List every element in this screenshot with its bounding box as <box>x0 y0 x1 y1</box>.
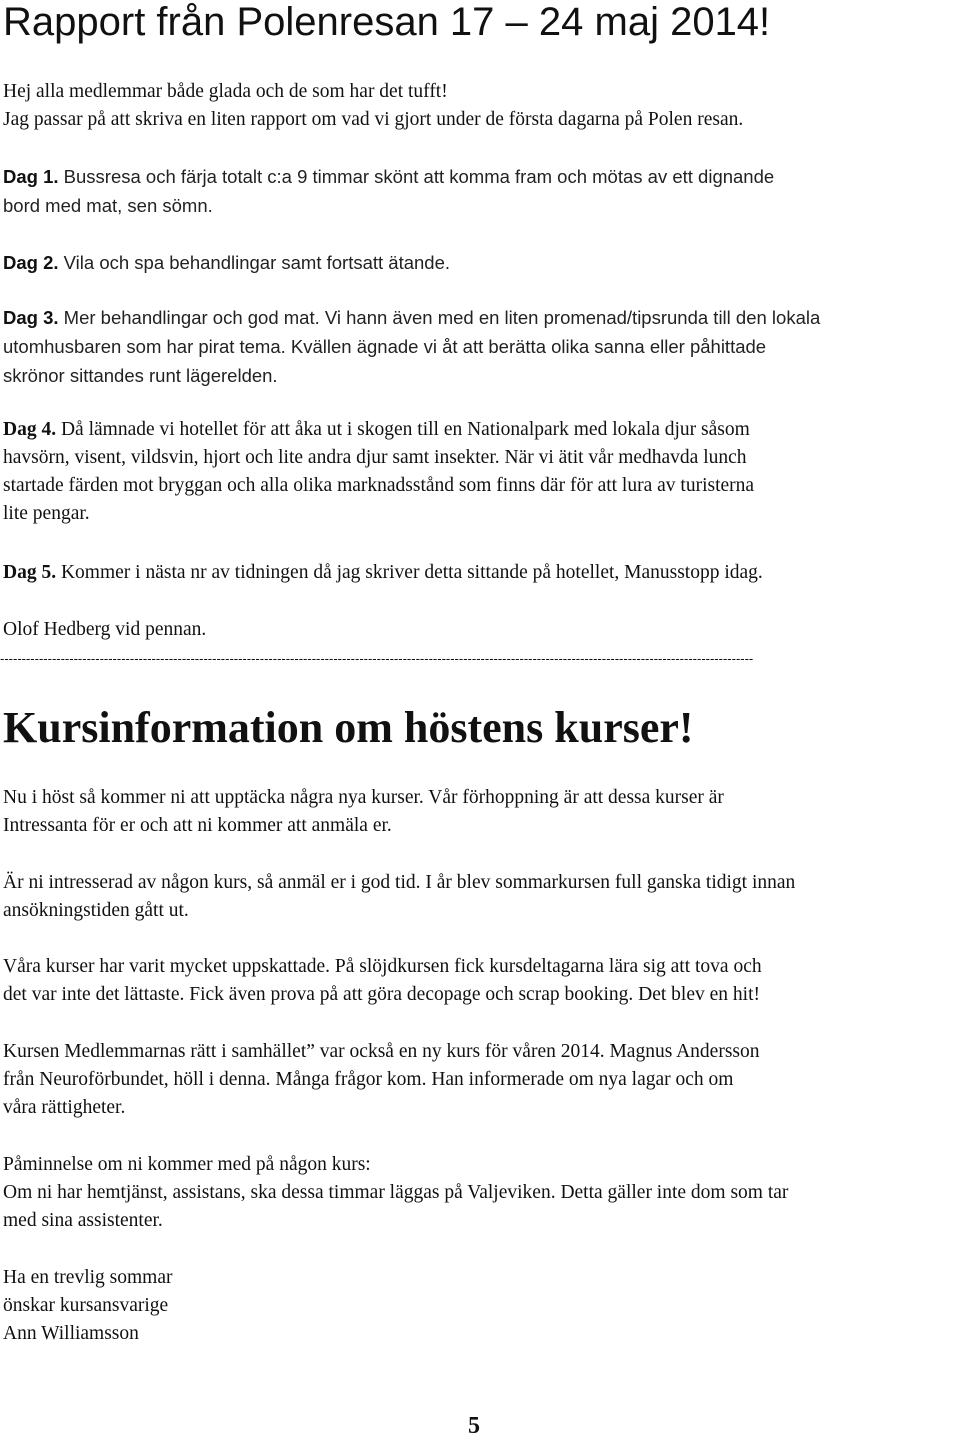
day-label: Dag 4. <box>3 419 57 440</box>
course-line: det var inte det lättaste. Fick även prova på att göra decopage och scrap booking. Det blev en hit! <box>3 984 760 1005</box>
day-text: Vila och spa behandlingar samt fortsatt ätande. <box>58 252 451 273</box>
course-line: från Neuroförbundet, höll i denna. Många frågor kom. Han informerade om nya lagar och om <box>3 1069 734 1090</box>
day-text: Mer behandlingar och god mat. Vi hann även med en liten promenad/tipsrunda till den lokala <box>58 307 821 328</box>
intro-line: Jag passar på att skriva en liten rapport om vad vi gjort under de första dagarna på Polen resan. <box>3 109 744 130</box>
closing-signature: Ann Williamsson <box>3 1323 139 1344</box>
course-line: Kursen Medlemmarnas rätt i samhället” var också en ny kurs för våren 2014. Magnus Andersson <box>3 1041 760 1062</box>
closing-line: önskar kursansvarige <box>3 1295 169 1316</box>
page-title: Rapport från Polenresan 17 – 24 maj 2014! <box>3 0 771 44</box>
intro-line: Hej alla medlemmar både glada och de som har det tufft! <box>3 81 448 102</box>
course-reminder <box>3 1151 959 1235</box>
day-text: lite pengar. <box>3 503 90 524</box>
closing-line: Ha en trevlig sommar <box>3 1267 173 1288</box>
day-label: Dag 1. <box>3 166 59 187</box>
course-paragraph-2 <box>3 869 959 925</box>
course-line: Våra kurser har varit mycket uppskattade. På slöjdkursen fick kursdeltagarna lära sig att tova och <box>3 956 762 977</box>
day-label: Dag 2. <box>3 252 59 273</box>
course-closing <box>3 1264 959 1348</box>
day-text: bord med mat, sen sömn. <box>3 195 213 216</box>
page-number: 5 <box>468 1413 480 1439</box>
report-signature: Olof Hedberg vid pennan. <box>3 619 207 640</box>
course-paragraph-1 <box>3 784 959 840</box>
day-2-paragraph <box>3 248 959 277</box>
day-text: Bussresa och färja totalt c:a 9 timmar skönt att komma fram och mötas av ett dignande <box>58 166 775 187</box>
course-paragraph-4 <box>3 1038 959 1122</box>
course-heading: Kursinformation om höstens kurser! <box>3 703 694 752</box>
day-text: skrönor sittandes runt lägerelden. <box>3 365 278 386</box>
course-line: Påminnelse om ni kommer med på någon kurs: <box>3 1154 371 1175</box>
course-line: med sina assistenter. <box>3 1210 163 1231</box>
day-text: startade färden mot bryggan och alla olika marknadsstånd som finns där för att lura av turisterna <box>3 475 755 496</box>
day-text: Kommer i nästa nr av tidningen då jag skriver detta sittande på hotellet, Manusstopp idag. <box>56 562 763 583</box>
intro-paragraph <box>3 78 959 134</box>
day-text: utomhusbaren som har pirat tema. Kvällen ägnade vi åt att berätta olika sanna eller påhittade <box>3 336 767 357</box>
section-divider: ------------------------------------------------------------------------------------------------------------------------------------------------------------------------------ <box>0 651 754 666</box>
day-text: havsörn, visent, vildsvin, hjort och lite andra djur samt insekter. När vi ätit vår medhavda lunch <box>3 447 747 468</box>
course-paragraph-3 <box>3 953 959 1009</box>
day-label: Dag 3. <box>3 307 59 328</box>
day-3-paragraph <box>3 303 959 390</box>
day-label: Dag 5. <box>3 562 57 583</box>
course-line: våra rättigheter. <box>3 1097 126 1118</box>
course-line: ansökningstiden gått ut. <box>3 900 189 921</box>
course-line: Intressanta för er och att ni kommer att anmäla er. <box>3 815 392 836</box>
course-line: Nu i höst så kommer ni att upptäcka några nya kurser. Vår förhoppning är att dessa kurser är <box>3 787 724 808</box>
course-line: Om ni har hemtjänst, assistans, ska dessa timmar läggas på Valjeviken. Detta gäller inte dom som tar <box>3 1182 789 1203</box>
day-1-paragraph <box>3 162 959 220</box>
day-text: Då lämnade vi hotellet för att åka ut i skogen till en Nationalpark med lokala djur såsom <box>56 419 750 440</box>
course-line: Är ni intresserad av någon kurs, så anmäl er i god tid. I år blev sommarkursen full ganska tidigt innan <box>3 872 796 893</box>
day-5-paragraph <box>3 559 959 587</box>
day-4-paragraph <box>3 416 959 528</box>
